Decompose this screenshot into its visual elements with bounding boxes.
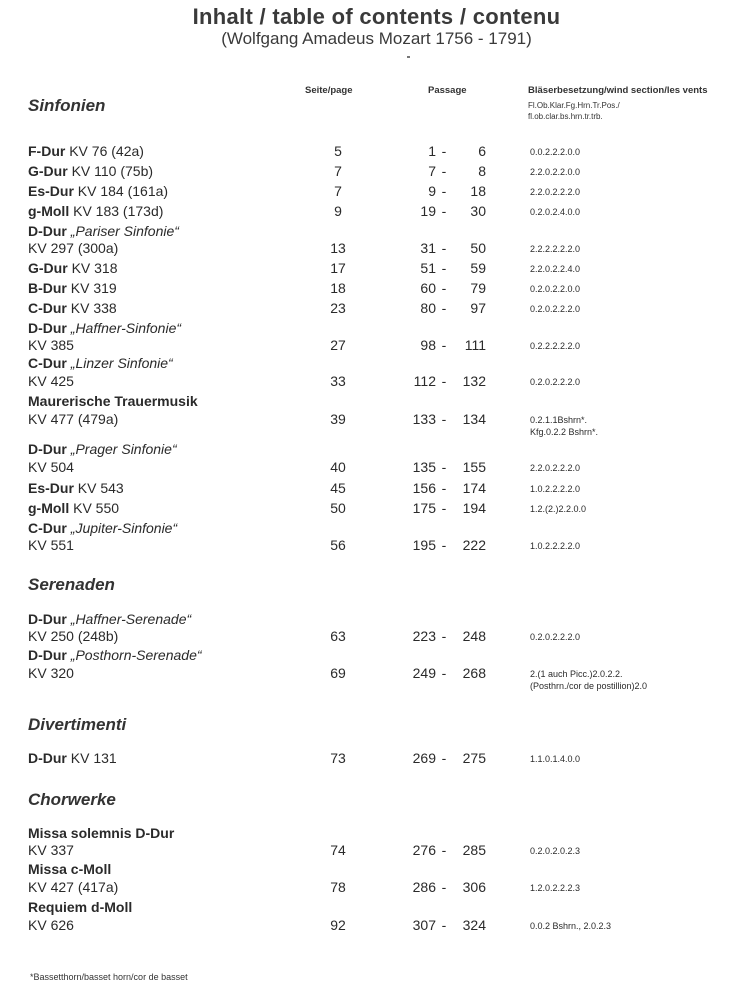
column-header-passage: Passage bbox=[428, 85, 467, 96]
passage-range bbox=[400, 373, 490, 389]
page-number: 7 bbox=[334, 163, 342, 179]
wind-section: 1.1.0.1.4.0.0 bbox=[530, 754, 581, 764]
passage-dash: - bbox=[441, 750, 447, 766]
passage-end: 111 bbox=[464, 337, 486, 353]
work-key: C-Dur bbox=[28, 300, 67, 316]
work-title bbox=[28, 223, 179, 239]
work-catalog: KV 184 (161a) bbox=[77, 183, 169, 199]
work-title bbox=[28, 300, 117, 316]
work-catalog: KV 626 bbox=[28, 917, 74, 933]
wind-section: 1.0.2.2.2.2.0 bbox=[530, 541, 581, 551]
work-title bbox=[28, 750, 117, 766]
passage-start: 249 bbox=[412, 665, 436, 681]
passage-start: 60 bbox=[420, 280, 436, 296]
page-number: 18 bbox=[330, 280, 346, 296]
passage-end: 6 bbox=[478, 143, 486, 159]
passage-range bbox=[400, 240, 490, 256]
wind-section: 0.2.0.2.2.0.0 bbox=[530, 284, 581, 294]
passage-end: 18 bbox=[470, 183, 486, 199]
work-catalog: KV 477 (479a) bbox=[28, 411, 119, 427]
passage-dash: - bbox=[441, 203, 447, 219]
passage-start: 276 bbox=[412, 842, 436, 858]
passage-range bbox=[400, 260, 490, 276]
work-title bbox=[28, 163, 153, 179]
page-number: 45 bbox=[330, 480, 346, 496]
work-title bbox=[28, 183, 168, 199]
wind-section: 0.2.0.2.2.2.0 bbox=[530, 304, 581, 314]
passage-end: 59 bbox=[470, 260, 486, 276]
page-number: 23 bbox=[330, 300, 346, 316]
passage-start: 9 bbox=[428, 183, 436, 199]
page-number: 92 bbox=[330, 917, 346, 933]
passage-dash: - bbox=[441, 143, 447, 159]
section-heading: Chorwerke bbox=[28, 790, 116, 809]
passage-start: 307 bbox=[412, 917, 436, 933]
work-title bbox=[28, 611, 191, 627]
passage-dash: - bbox=[441, 373, 447, 389]
work-title bbox=[28, 143, 144, 159]
passage-range bbox=[400, 750, 490, 766]
work-catalog: KV 504 bbox=[28, 459, 74, 475]
work-key: G-Dur bbox=[28, 163, 68, 179]
page-number: 7 bbox=[334, 183, 342, 199]
passage-range bbox=[400, 500, 490, 516]
section-heading: Divertimenti bbox=[28, 715, 127, 734]
work-nickname: „Pariser Sinfonie“ bbox=[70, 223, 179, 239]
page-number: 78 bbox=[330, 879, 346, 895]
work-key: D-Dur bbox=[28, 441, 67, 457]
stray-mark bbox=[407, 56, 410, 58]
work-key: C-Dur bbox=[28, 520, 67, 536]
passage-start: 31 bbox=[420, 240, 436, 256]
work-title bbox=[28, 899, 132, 915]
passage-start: 223 bbox=[412, 628, 436, 644]
passage-start: 19 bbox=[420, 203, 436, 219]
page-number: 13 bbox=[330, 240, 346, 256]
passage-range bbox=[400, 280, 490, 296]
wind-section: 2.2.2.2.2.2.0 bbox=[530, 244, 581, 254]
work-title bbox=[28, 393, 198, 409]
passage-dash: - bbox=[441, 459, 447, 475]
work-title bbox=[28, 825, 174, 841]
passage-dash: - bbox=[441, 628, 447, 644]
work-catalog: KV 543 bbox=[77, 480, 124, 496]
work-catalog: KV 319 bbox=[70, 280, 117, 296]
work-key: D-Dur bbox=[28, 750, 67, 766]
passage-range bbox=[400, 300, 490, 316]
wind-section: 2.2.0.2.2.0.0 bbox=[530, 167, 581, 177]
work-catalog: KV 297 (300a) bbox=[28, 240, 119, 256]
passage-end: 285 bbox=[462, 842, 486, 858]
passage-dash: - bbox=[441, 917, 447, 933]
passage-range bbox=[400, 537, 490, 553]
work-key: Missa c-Moll bbox=[28, 861, 112, 877]
column-header-page: Seite/page bbox=[305, 85, 353, 96]
work-title bbox=[28, 480, 124, 496]
wind-section: 2.2.0.2.2.4.0 bbox=[530, 264, 581, 274]
wind-section: 1.2.0.2.2.2.3 bbox=[530, 883, 581, 893]
work-key: g-Moll bbox=[28, 203, 70, 219]
work-catalog: KV 318 bbox=[71, 260, 118, 276]
passage-range bbox=[400, 163, 490, 179]
passage-dash: - bbox=[441, 480, 447, 496]
work-nickname: „Posthorn-Serenade“ bbox=[70, 647, 202, 663]
passage-end: 174 bbox=[462, 480, 486, 496]
work-catalog: KV 76 (42a) bbox=[69, 143, 144, 159]
work-nickname: „Linzer Sinfonie“ bbox=[70, 355, 173, 371]
passage-start: 51 bbox=[420, 260, 436, 276]
work-title bbox=[28, 500, 119, 516]
passage-dash: - bbox=[441, 337, 447, 353]
work-catalog: KV 551 bbox=[28, 537, 74, 553]
wind-section: 2.(1 auch Picc.)2.0.2.2. bbox=[530, 669, 623, 679]
passage-start: 98 bbox=[420, 337, 436, 353]
passage-start: 135 bbox=[412, 459, 436, 475]
passage-start: 112 bbox=[413, 373, 436, 389]
passage-dash: - bbox=[441, 183, 447, 199]
passage-dash: - bbox=[441, 280, 447, 296]
wind-section: 0.2.0.2.2.2.0 bbox=[530, 377, 581, 387]
work-title bbox=[28, 520, 177, 536]
wind-section: 0.0.2.2.2.0.0 bbox=[530, 147, 581, 157]
passage-start: 156 bbox=[412, 480, 436, 496]
passage-range bbox=[400, 879, 490, 895]
work-key: B-Dur bbox=[28, 280, 67, 296]
passage-range bbox=[400, 183, 490, 199]
passage-dash: - bbox=[441, 163, 447, 179]
work-key: Requiem d-Moll bbox=[28, 899, 133, 915]
passage-start: 175 bbox=[412, 500, 436, 516]
work-key: Es-Dur bbox=[28, 183, 74, 199]
work-title bbox=[28, 203, 163, 219]
passage-dash: - bbox=[441, 500, 447, 516]
work-key: D-Dur bbox=[28, 223, 67, 239]
wind-section: 2.2.0.2.2.2.0 bbox=[530, 187, 581, 197]
passage-start: 133 bbox=[412, 411, 436, 427]
passage-range bbox=[400, 411, 490, 427]
page-number: 63 bbox=[330, 628, 346, 644]
work-key: g-Moll bbox=[28, 500, 70, 516]
passage-end: 155 bbox=[462, 459, 486, 475]
passage-dash: - bbox=[441, 842, 447, 858]
work-title bbox=[28, 320, 181, 336]
passage-end: 324 bbox=[462, 917, 486, 933]
passage-end: 275 bbox=[462, 750, 486, 766]
wind-section: 1.0.2.2.2.2.0 bbox=[530, 484, 581, 494]
wind-section: 0.2.0.2.4.0.0 bbox=[530, 207, 581, 217]
page-number: 9 bbox=[334, 203, 342, 219]
work-key: Maurerische Trauermusik bbox=[28, 393, 198, 409]
column-header-winds-sub: Fl.Ob.Klar.Fg.Hrn.Tr.Pos./ bbox=[528, 101, 620, 110]
page-number: 40 bbox=[330, 459, 346, 475]
work-nickname: „Jupiter-Sinfonie“ bbox=[70, 520, 178, 536]
passage-end: 248 bbox=[462, 628, 486, 644]
work-catalog: KV 320 bbox=[28, 665, 74, 681]
passage-dash: - bbox=[441, 879, 447, 895]
wind-section-cont: (Posthrn./cor de postillion)2.0 bbox=[530, 681, 648, 691]
passage-range bbox=[400, 628, 490, 644]
work-catalog: KV 427 (417a) bbox=[28, 879, 119, 895]
page-number: 69 bbox=[330, 665, 346, 681]
wind-section: 2.2.0.2.2.2.0 bbox=[530, 463, 581, 473]
work-nickname: „Prager Sinfonie“ bbox=[70, 441, 177, 457]
passage-range bbox=[400, 459, 490, 475]
work-catalog: KV 337 bbox=[28, 842, 74, 858]
wind-section: 0.2.0.2.2.2.0 bbox=[530, 632, 581, 642]
page-number: 17 bbox=[330, 260, 346, 276]
page-number: 56 bbox=[330, 537, 346, 553]
work-catalog: KV 110 (75b) bbox=[71, 163, 154, 179]
work-key: Missa solemnis D-Dur bbox=[28, 825, 175, 841]
passage-range bbox=[400, 842, 490, 858]
work-key: D-Dur bbox=[28, 320, 67, 336]
page-number: 39 bbox=[330, 411, 346, 427]
work-title bbox=[28, 280, 117, 296]
wind-section-cont: Kfg.0.2.2 Bshrn*. bbox=[530, 427, 599, 437]
work-title bbox=[28, 355, 173, 371]
work-nickname: „Haffner-Sinfonie“ bbox=[70, 320, 182, 336]
work-key: D-Dur bbox=[28, 611, 67, 627]
passage-end: 222 bbox=[462, 537, 486, 553]
work-key: D-Dur bbox=[28, 647, 67, 663]
passage-range bbox=[400, 917, 490, 933]
page-number: 27 bbox=[330, 337, 346, 353]
page-number: 73 bbox=[330, 750, 346, 766]
work-key: G-Dur bbox=[28, 260, 68, 276]
wind-section: 1.2.(2.)2.2.0.0 bbox=[530, 504, 587, 514]
work-catalog: KV 131 bbox=[70, 750, 117, 766]
work-key: C-Dur bbox=[28, 355, 67, 371]
wind-section: 0.2.1.1Bshrn*. bbox=[530, 415, 588, 425]
passage-start: 1 bbox=[428, 143, 436, 159]
wind-section: 0.0.2 Bshrn., 2.0.2.3 bbox=[530, 921, 612, 931]
passage-start: 286 bbox=[412, 879, 436, 895]
passage-end: 79 bbox=[470, 280, 486, 296]
work-title bbox=[28, 647, 202, 663]
passage-start: 195 bbox=[412, 537, 436, 553]
work-catalog: KV 425 bbox=[28, 373, 74, 389]
column-header-winds-sub: fl.ob.clar.bs.hrn.tr.trb. bbox=[528, 112, 603, 121]
passage-dash: - bbox=[441, 537, 447, 553]
wind-section: 0.2.2.2.2.2.0 bbox=[530, 341, 581, 351]
page-number: 74 bbox=[330, 842, 346, 858]
passage-start: 80 bbox=[420, 300, 436, 316]
passage-range bbox=[400, 480, 490, 496]
work-catalog: KV 338 bbox=[70, 300, 117, 316]
section-heading: Sinfonien bbox=[28, 96, 106, 115]
passage-dash: - bbox=[441, 260, 447, 276]
passage-end: 132 bbox=[462, 373, 486, 389]
page-number: 50 bbox=[330, 500, 346, 516]
wind-section: 0.2.0.2.0.2.3 bbox=[530, 846, 581, 856]
work-catalog: KV 250 (248b) bbox=[28, 628, 119, 644]
page-title: Inhalt / table of contents / contenu bbox=[192, 4, 561, 29]
passage-end: 8 bbox=[478, 163, 486, 179]
work-key: F-Dur bbox=[28, 143, 66, 159]
passage-end: 30 bbox=[470, 203, 486, 219]
passage-range bbox=[400, 143, 490, 159]
work-title bbox=[28, 861, 111, 877]
work-title bbox=[28, 260, 118, 276]
column-header-winds: Bläserbesetzung/wind section/les vents bbox=[528, 85, 708, 96]
passage-dash: - bbox=[441, 665, 447, 681]
passage-end: 268 bbox=[462, 665, 486, 681]
footnote: *Bassetthorn/basset horn/cor de basset bbox=[30, 972, 188, 982]
work-title bbox=[28, 441, 177, 457]
passage-start: 269 bbox=[412, 750, 436, 766]
work-nickname: „Haffner-Serenade“ bbox=[70, 611, 192, 627]
passage-end: 97 bbox=[470, 300, 486, 316]
passage-end: 134 bbox=[462, 411, 486, 427]
passage-range bbox=[400, 665, 490, 681]
passage-dash: - bbox=[441, 240, 447, 256]
passage-range bbox=[400, 203, 490, 219]
passage-start: 7 bbox=[428, 163, 436, 179]
work-catalog: KV 550 bbox=[73, 500, 120, 516]
passage-range bbox=[400, 337, 490, 353]
work-catalog: KV 183 (173d) bbox=[73, 203, 164, 219]
passage-end: 306 bbox=[462, 879, 486, 895]
work-key: Es-Dur bbox=[28, 480, 74, 496]
passage-end: 50 bbox=[470, 240, 486, 256]
page-number: 33 bbox=[330, 373, 346, 389]
passage-dash: - bbox=[441, 300, 447, 316]
work-catalog: KV 385 bbox=[28, 337, 74, 353]
passage-end: 194 bbox=[462, 500, 486, 516]
page-subtitle: (Wolfgang Amadeus Mozart 1756 - 1791) bbox=[221, 29, 532, 48]
page-number: 5 bbox=[334, 143, 342, 159]
passage-dash: - bbox=[441, 411, 447, 427]
section-heading: Serenaden bbox=[28, 575, 115, 594]
